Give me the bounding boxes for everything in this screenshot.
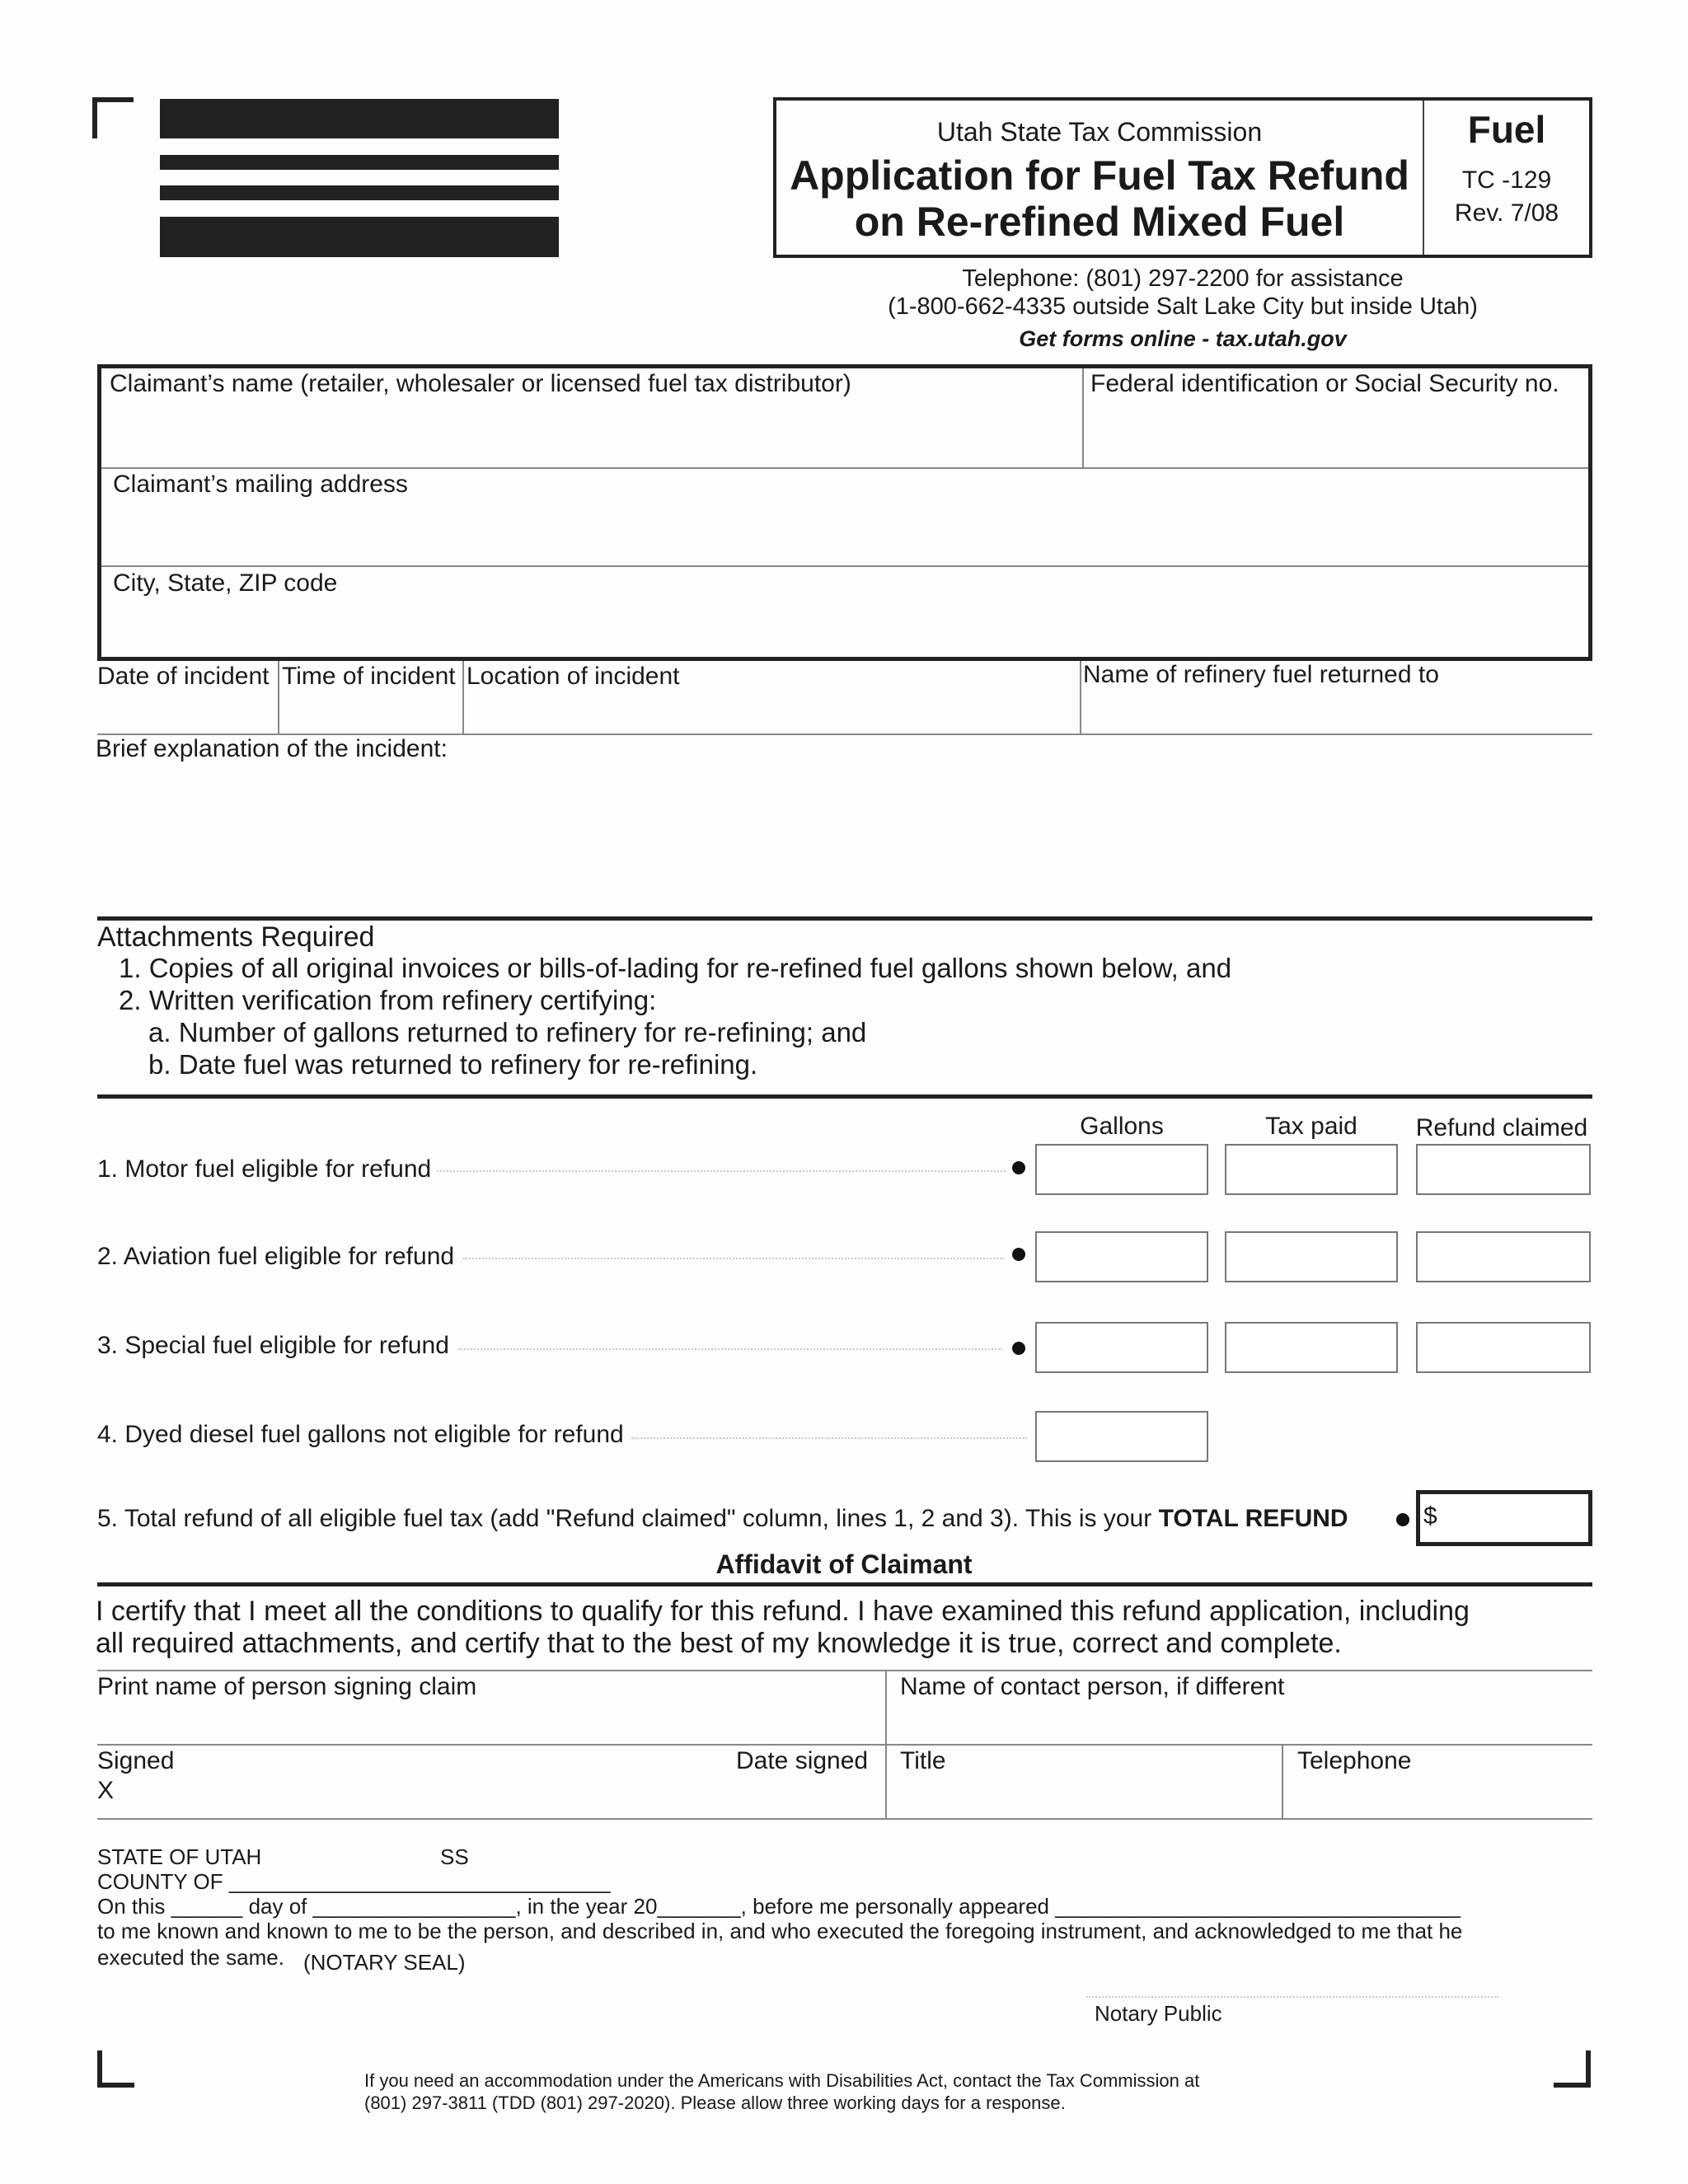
refinery-name-label: Name of refinery fuel returned to: [1083, 661, 1439, 688]
attachment-item-2b: b. Date fuel was returned to refinery for re-refining.: [148, 1049, 758, 1080]
form-id-bars: [160, 99, 559, 259]
attachments-top-rule: [97, 916, 1592, 921]
form-number: TC -129: [1461, 166, 1552, 194]
line-4-leader: [631, 1437, 1027, 1439]
line-1-label: 1. Motor fuel eligible for refund: [97, 1155, 432, 1183]
notary-seal: (NOTARY SEAL): [303, 1950, 466, 1975]
signed-x-mark: X: [97, 1777, 115, 1804]
line-2-bullet: [1012, 1248, 1025, 1261]
notary-executed: executed the same.: [97, 1945, 284, 1970]
line-3-label: 3. Special fuel eligible for refund: [97, 1332, 449, 1359]
location-of-incident-input[interactable]: [468, 694, 1075, 730]
line-2-tax-paid-input[interactable]: [1225, 1231, 1398, 1282]
incident-divider-3: [1080, 661, 1081, 735]
line-2-label: 2. Aviation fuel eligible for refund: [97, 1243, 455, 1270]
corner-mark-top-left: [92, 97, 134, 138]
affidavit-rule: [97, 1582, 1592, 1586]
attachment-item-2a: a. Number of gallons returned to refinery for re-refining; and: [148, 1017, 867, 1047]
column-refund-claimed: Refund claimed: [1415, 1114, 1588, 1141]
bar: [160, 155, 559, 170]
bar: [160, 217, 559, 257]
signature-grid-middle: [97, 1744, 1592, 1746]
claimant-name-input[interactable]: [110, 410, 1074, 459]
signature-input[interactable]: [122, 1777, 715, 1813]
print-name-label: Print name of person signing claim: [97, 1673, 477, 1700]
corner-mark-bottom-right: [1554, 2050, 1591, 2088]
signature-grid-vertical-2: [1282, 1744, 1283, 1820]
claimant-divider-2: [101, 565, 1588, 567]
line-3-leader: [458, 1348, 1002, 1350]
line-5-bullet: [1396, 1513, 1409, 1526]
incident-divider-2: [462, 661, 464, 735]
refinery-name-input[interactable]: [1085, 694, 1589, 730]
time-of-incident-input[interactable]: [284, 694, 458, 730]
header-box: [773, 97, 1592, 258]
notary-on-this: On this ______ day of _________________, in the year 20_______, before me personally appeared __________________________________: [97, 1894, 1461, 1919]
notary-public-label: Notary Public: [1095, 2001, 1222, 2026]
line-1-tax-paid-input[interactable]: [1225, 1144, 1398, 1195]
date-signed-input[interactable]: [736, 1777, 881, 1813]
line-2-gallons-input[interactable]: [1035, 1231, 1208, 1282]
line-1-refund-input[interactable]: [1416, 1144, 1591, 1195]
affidavit-heading: Affidavit of Claimant: [715, 1549, 973, 1579]
notary-county: COUNTY OF ________________________________: [97, 1869, 611, 1894]
bar: [160, 99, 559, 138]
line-1-bullet: [1012, 1161, 1025, 1174]
affidavit-text-line2: all required attachments, and certify that to the best of my knowledge it is true, correct and complete.: [96, 1628, 1342, 1659]
total-refund-input[interactable]: [1443, 1499, 1588, 1539]
contact-person-label: Name of contact person, if different: [900, 1673, 1285, 1700]
form-category: Fuel: [1467, 108, 1546, 151]
line-3-bullet: [1012, 1342, 1025, 1355]
signature-grid-top: [97, 1670, 1592, 1671]
line-5-label: [97, 1505, 1348, 1533]
explanation-label: Brief explanation of the incident:: [96, 735, 448, 762]
attachments-heading: Attachments Required: [97, 921, 375, 953]
notary-signature-line: [1086, 1996, 1498, 1998]
time-of-incident-label: Time of incident: [282, 663, 456, 690]
form-revision: Rev. 7/08: [1454, 199, 1559, 227]
date-of-incident-input[interactable]: [99, 694, 274, 730]
telephone-input[interactable]: [1299, 1777, 1589, 1813]
signature-grid-vertical-1: [885, 1670, 887, 1820]
mailing-address-label: Claimant’s mailing address: [113, 471, 408, 498]
line-4-gallons-input[interactable]: [1035, 1411, 1208, 1462]
signature-grid-bottom: [97, 1818, 1592, 1820]
date-signed-label: Date signed: [736, 1747, 869, 1774]
attachment-item-1: 1. Copies of all original invoices or bills-of-lading for re-refined fuel gallons shown below, and: [119, 953, 1232, 983]
claimant-divider-1: [101, 467, 1588, 469]
attachments-bottom-rule: [97, 1094, 1592, 1099]
line-4-label: 4. Dyed diesel fuel gallons not eligible for refund: [97, 1421, 624, 1448]
line-2-refund-input[interactable]: [1416, 1231, 1591, 1282]
notary-ss: SS: [440, 1844, 469, 1869]
print-name-input[interactable]: [99, 1704, 880, 1741]
mailing-address-input[interactable]: [113, 509, 1580, 558]
currency-symbol: $: [1423, 1502, 1437, 1530]
city-state-zip-input[interactable]: [113, 606, 1580, 655]
corner-mark-bottom-left: [97, 2050, 134, 2088]
fein-label: Federal identification or Social Security no.: [1090, 370, 1559, 397]
line-3-tax-paid-input[interactable]: [1225, 1322, 1398, 1373]
city-state-zip-label: City, State, ZIP code: [113, 569, 338, 597]
telephone-line2: (1-800-662-4335 outside Salt Lake City but inside Utah): [888, 293, 1478, 320]
claimant-box: [97, 364, 1592, 661]
line-1-leader: [437, 1170, 1006, 1172]
line-3-refund-input[interactable]: [1416, 1322, 1591, 1373]
total-refund-box: [1416, 1490, 1592, 1546]
agency-name: Utah State Tax Commission: [936, 117, 1263, 147]
fein-input[interactable]: [1090, 410, 1581, 459]
telephone-label: Telephone: [1297, 1747, 1412, 1774]
line-3-gallons-input[interactable]: [1035, 1322, 1208, 1373]
ada-notice-line2: (801) 297-3811 (TDD (801) 297-2020). Please allow three working days for a response.: [364, 2093, 1066, 2113]
line-2-leader: [463, 1258, 1004, 1259]
line-1-gallons-input[interactable]: [1035, 1144, 1208, 1195]
column-tax-paid: Tax paid: [1265, 1113, 1357, 1140]
date-of-incident-label: Date of incident: [97, 663, 270, 690]
notary-state: STATE OF UTAH: [97, 1844, 262, 1869]
website-link[interactable]: Get forms online - tax.utah.gov: [1019, 326, 1347, 351]
telephone-line1: Telephone: (801) 297-2200 for assistance: [962, 265, 1404, 292]
location-of-incident-label: Location of incident: [467, 663, 680, 690]
signed-label: Signed: [97, 1747, 175, 1774]
title-label: Title: [900, 1747, 946, 1774]
notary-known: to me known and known to me to be the person, and described in, and who executed the foregoing instrument, and acknowledged to me that he: [97, 1919, 1463, 1943]
total-refund-label: TOTAL REFUND: [1158, 1505, 1348, 1532]
incident-divider-1: [278, 661, 279, 735]
form-title-line2: on Re-refined Mixed Fuel: [854, 199, 1345, 245]
claimant-name-label: Claimant’s name (retailer, wholesaler or licensed fuel tax distributor): [110, 370, 851, 397]
contact-person-input[interactable]: [902, 1704, 1589, 1741]
claimant-divider-vertical: [1082, 368, 1084, 467]
title-input[interactable]: [902, 1777, 1276, 1813]
bar: [160, 185, 559, 200]
affidavit-text-line1: I certify that I meet all the conditions to qualify for this refund. I have examined this refund application, including: [96, 1596, 1470, 1627]
line-5-label-text: 5. Total refund of all eligible fuel tax (add "Refund claimed" column, lines 1, 2 and 3). This is your: [97, 1505, 1159, 1532]
column-gallons: Gallons: [1080, 1113, 1164, 1140]
form-title-line1: Application for Fuel Tax Refund: [790, 152, 1409, 199]
explanation-input[interactable]: [97, 770, 1592, 910]
attachment-item-2: 2. Written verification from refinery certifying:: [119, 985, 657, 1015]
ada-notice-line1: If you need an accommodation under the Americans with Disabilities Act, contact the Tax Commission at: [364, 2070, 1200, 2091]
